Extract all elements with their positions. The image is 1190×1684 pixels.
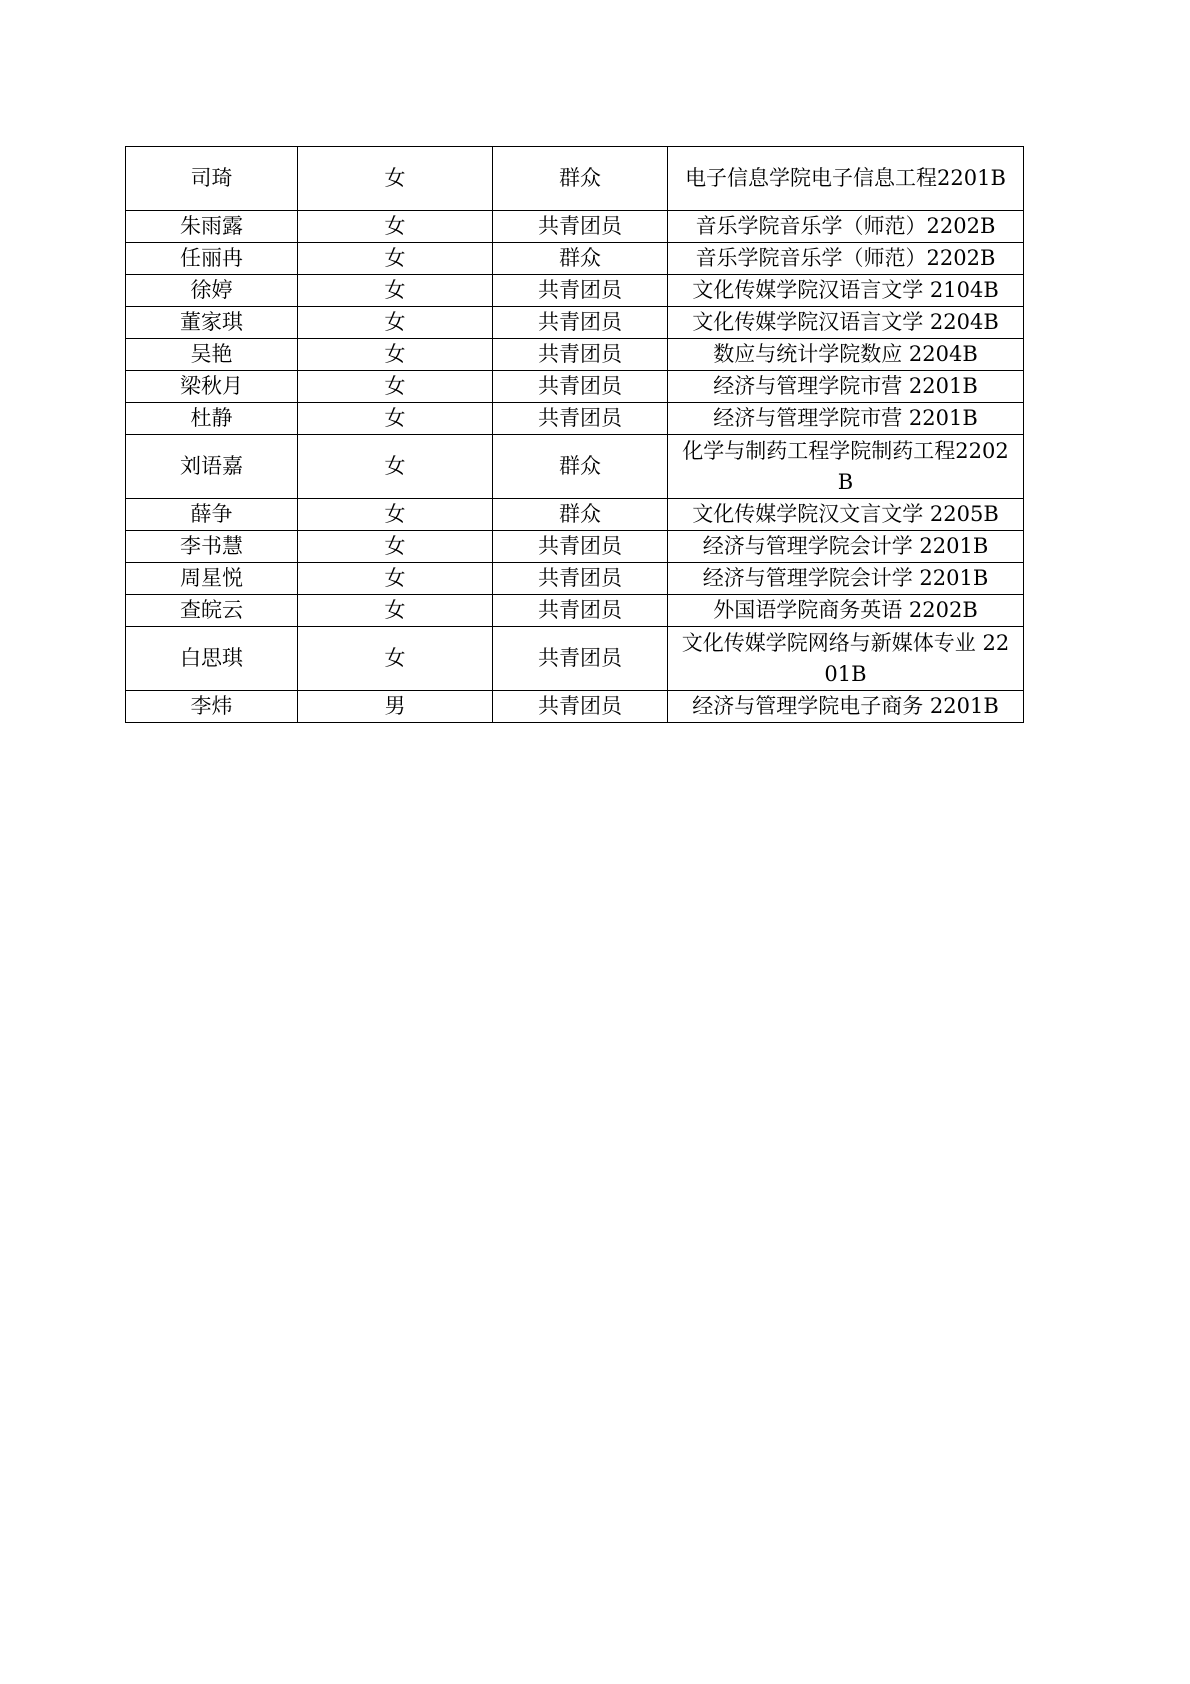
gender-cell: 女 [298,339,493,371]
unit-cell: 音乐学院音乐学（师范）2202B [668,243,1024,275]
unit-cell: 文化传媒学院汉语言文学 2104B [668,275,1024,307]
name-cell: 吴艳 [126,339,298,371]
table-row [126,595,1024,627]
gender-cell: 女 [298,435,493,499]
gender-cell: 男 [298,691,493,723]
gender-cell: 女 [298,403,493,435]
gender-cell: 女 [298,371,493,403]
unit-cell: 经济与管理学院电子商务 2201B [668,691,1024,723]
status-cell: 共青团员 [493,275,668,307]
unit-cell: 数应与统计学院数应 2204B [668,339,1024,371]
gender-cell: 女 [298,595,493,627]
table-row [126,243,1024,275]
unit-cell: 化学与制药工程学院制药工程2202B [668,435,1024,499]
unit-cell: 文化传媒学院汉语言文学 2204B [668,307,1024,339]
name-cell: 刘语嘉 [126,435,298,499]
gender-cell: 女 [298,531,493,563]
unit-cell: 文化传媒学院汉文言文学 2205B [668,499,1024,531]
gender-cell: 女 [298,563,493,595]
status-cell: 共青团员 [493,371,668,403]
gender-cell: 女 [298,147,493,211]
table-row [126,339,1024,371]
name-cell: 周星悦 [126,563,298,595]
name-cell: 任丽冉 [126,243,298,275]
name-cell: 司琦 [126,147,298,211]
status-cell: 群众 [493,435,668,499]
status-cell: 共青团员 [493,403,668,435]
gender-cell: 女 [298,243,493,275]
gender-cell: 女 [298,627,493,691]
status-cell: 共青团员 [493,595,668,627]
status-cell: 群众 [493,243,668,275]
status-cell: 共青团员 [493,563,668,595]
table-row [126,211,1024,243]
unit-cell: 经济与管理学院市营 2201B [668,371,1024,403]
unit-cell: 外国语学院商务英语 2202B [668,595,1024,627]
table-row [126,403,1024,435]
unit-cell: 经济与管理学院市营 2201B [668,403,1024,435]
unit-cell: 文化传媒学院网络与新媒体专业 2201B [668,627,1024,691]
table-row [126,147,1024,211]
table-row [126,531,1024,563]
name-cell: 李炜 [126,691,298,723]
name-cell: 查皖云 [126,595,298,627]
table-row [126,307,1024,339]
unit-cell: 经济与管理学院会计学 2201B [668,531,1024,563]
status-cell: 群众 [493,499,668,531]
unit-cell: 音乐学院音乐学（师范）2202B [668,211,1024,243]
table-row [126,563,1024,595]
member-table-body [126,147,1024,723]
table-row [126,499,1024,531]
status-cell: 共青团员 [493,691,668,723]
name-cell: 白思琪 [126,627,298,691]
status-cell: 共青团员 [493,339,668,371]
name-cell: 杜静 [126,403,298,435]
status-cell: 共青团员 [493,627,668,691]
gender-cell: 女 [298,499,493,531]
unit-cell: 电子信息学院电子信息工程2201B [668,147,1024,211]
name-cell: 董家琪 [126,307,298,339]
gender-cell: 女 [298,307,493,339]
name-cell: 薛争 [126,499,298,531]
status-cell: 共青团员 [493,211,668,243]
table-row [126,275,1024,307]
table-row [126,691,1024,723]
name-cell: 李书慧 [126,531,298,563]
unit-cell: 经济与管理学院会计学 2201B [668,563,1024,595]
table-row [126,371,1024,403]
name-cell: 朱雨露 [126,211,298,243]
table-row [126,435,1024,499]
member-table [125,146,1024,723]
name-cell: 梁秋月 [126,371,298,403]
status-cell: 共青团员 [493,307,668,339]
status-cell: 群众 [493,147,668,211]
gender-cell: 女 [298,275,493,307]
table-row [126,627,1024,691]
status-cell: 共青团员 [493,531,668,563]
gender-cell: 女 [298,211,493,243]
name-cell: 徐婷 [126,275,298,307]
